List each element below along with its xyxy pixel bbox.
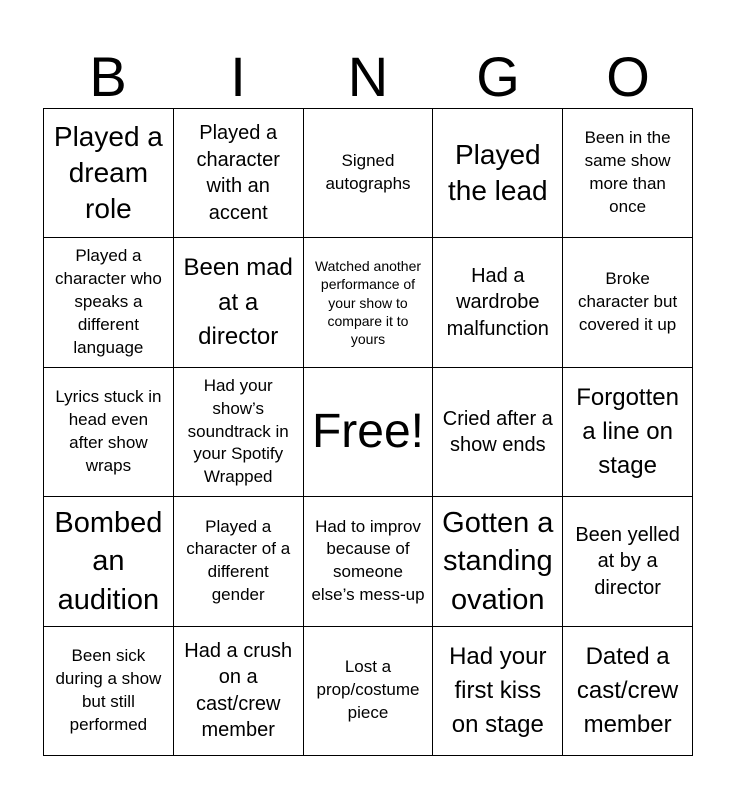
bingo-cell[interactable] <box>304 109 434 238</box>
bingo-cell[interactable] <box>174 497 304 626</box>
cell-text: Been in the same show more than once <box>584 128 671 217</box>
bingo-header <box>43 42 693 108</box>
bingo-cell[interactable] <box>44 368 174 497</box>
cell-text: Played a dream role <box>53 120 163 225</box>
bingo-cell[interactable] <box>44 238 174 367</box>
bingo-cell[interactable] <box>304 497 434 626</box>
cell-text: Had your first kiss on stage <box>449 642 547 738</box>
free-space-cell[interactable] <box>304 368 434 497</box>
bingo-cell[interactable] <box>433 368 563 497</box>
free-space-label: Free! <box>311 404 424 458</box>
bingo-cell[interactable] <box>304 238 434 367</box>
cell-text: Had to improv because of someone else’s mess-up <box>311 516 425 605</box>
cell-text: Dated a cast/crew member <box>576 642 679 738</box>
bingo-cell[interactable] <box>563 238 693 367</box>
cell-text: Been sick during a show but still performed <box>55 645 162 734</box>
header-letter-n: N <box>347 45 389 108</box>
cell-text: Played a character with an accent <box>196 122 280 224</box>
cell-text: Bombed an audition <box>54 506 163 616</box>
cell-text: Broke character but covered it up <box>577 269 678 335</box>
header-letter-i: I <box>230 45 246 108</box>
bingo-cell[interactable] <box>44 497 174 626</box>
cell-text: Played the lead <box>447 138 548 207</box>
header-letter-o: O <box>606 45 650 108</box>
bingo-cell[interactable] <box>433 238 563 367</box>
cell-text: Lyrics stuck in head even after show wraps <box>55 387 162 475</box>
cell-text: Played a character of a different gender <box>186 516 291 605</box>
bingo-cell[interactable] <box>174 109 304 238</box>
bingo-cell[interactable] <box>433 627 563 756</box>
bingo-cell[interactable] <box>174 627 304 756</box>
bingo-cell[interactable] <box>563 627 693 756</box>
bingo-cell[interactable] <box>563 497 693 626</box>
header-letter-b: B <box>89 45 127 108</box>
cell-text: Had a wardrobe malfunction <box>446 265 549 340</box>
bingo-cell[interactable] <box>563 109 693 238</box>
cell-text: Had your show’s soundtrack in your Spotify Wrapped <box>187 375 289 487</box>
cell-text: Watched another performance of your show to compare it to yours <box>314 258 422 347</box>
cell-text: Been mad at a director <box>183 254 293 350</box>
header-letter-g: G <box>476 45 520 108</box>
cell-text: Gotten a standing ovation <box>442 506 554 616</box>
cell-text: Lost a prop/costume piece <box>316 657 420 723</box>
bingo-cell[interactable] <box>174 368 304 497</box>
bingo-cell[interactable] <box>563 368 693 497</box>
cell-text: Had a crush on a cast/crew member <box>184 640 293 742</box>
bingo-cell[interactable] <box>433 109 563 238</box>
cell-text: Cried after a show ends <box>442 407 553 456</box>
bingo-cell[interactable] <box>44 627 174 756</box>
bingo-cell[interactable] <box>304 627 434 756</box>
cell-text: Been yelled at by a director <box>575 523 680 599</box>
bingo-cell[interactable] <box>433 497 563 626</box>
cell-text: Signed autographs <box>325 151 411 194</box>
bingo-cell[interactable] <box>174 238 304 367</box>
bingo-grid <box>43 108 693 756</box>
cell-text: Forgotten a line on stage <box>576 383 679 480</box>
bingo-cell[interactable] <box>44 109 174 238</box>
cell-text: Played a character who speaks a different language <box>55 246 162 357</box>
